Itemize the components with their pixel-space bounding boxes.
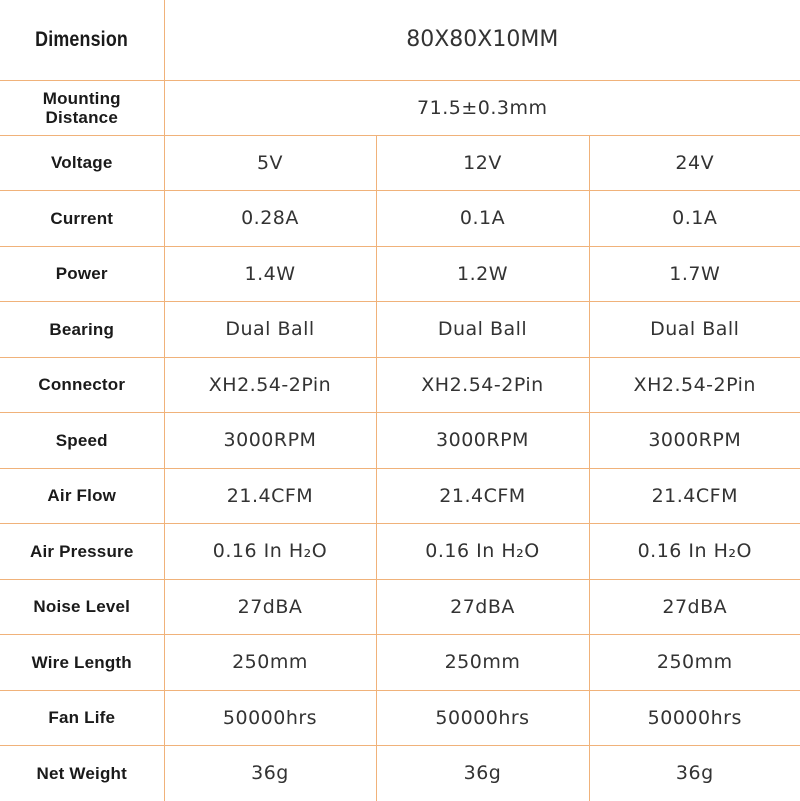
dimension-value: 80X80X10MM [164,0,800,80]
spec-row-fan-life [0,690,800,745]
row-label-mounting-distance [0,80,164,135]
spec-row-wire-length [0,634,800,690]
air-flow-value-col1: 21.4CFM [164,468,376,523]
row-label-air-pressure: Air Pressure [0,523,164,579]
fan-life-value-col3: 50000hrs [589,690,800,745]
wire-length-value-col3: 250mm [589,634,800,690]
fan-life-value-col2: 50000hrs [376,690,589,745]
air-flow-value-col3: 21.4CFM [589,468,800,523]
spec-row-air-pressure [0,523,800,579]
speed-value-col1: 3000RPM [164,412,376,468]
bearing-value-col3: Dual Ball [589,301,800,357]
power-value-col2: 1.2W [376,246,589,301]
fan-life-value-col1: 50000hrs [164,690,376,745]
spec-row-bearing [0,301,800,357]
row-label-noise-level: Noise Level [0,579,164,634]
speed-value-col3: 3000RPM [589,412,800,468]
connector-value-col3: XH2.54-2Pin [589,357,800,412]
row-label-current: Current [0,190,164,246]
noise-level-value-col3: 27dBA [589,579,800,634]
current-value-col1: 0.28A [164,190,376,246]
row-label-connector: Connector [0,357,164,412]
row-label-speed: Speed [0,412,164,468]
connector-value-col1: XH2.54-2Pin [164,357,376,412]
row-label-power: Power [0,246,164,301]
row-label-voltage: Voltage [0,135,164,190]
bearing-value-col2: Dual Ball [376,301,589,357]
row-label-wire-length: Wire Length [0,634,164,690]
speed-value-col2: 3000RPM [376,412,589,468]
net-weight-value-col1: 36g [164,745,376,801]
spec-row-air-flow [0,468,800,523]
spec-row-net-weight [0,745,800,801]
row-label-fan-life: Fan Life [0,690,164,745]
mounting-label-line2: Distance [45,107,118,127]
row-label-bearing: Bearing [0,301,164,357]
spec-row-current [0,190,800,246]
voltage-value-col1: 5V [164,135,376,190]
air-pressure-value-col1: 0.16 In H₂O [164,523,376,579]
wire-length-value-col1: 250mm [164,634,376,690]
spec-row-mounting-distance [0,80,800,135]
spec-row-power [0,246,800,301]
spec-row-noise-level [0,579,800,634]
noise-level-value-col2: 27dBA [376,579,589,634]
dimension-label: Dimension [35,27,129,51]
voltage-value-col3: 24V [589,135,800,190]
air-pressure-value-col2: 0.16 In H₂O [376,523,589,579]
voltage-value-col2: 12V [376,135,589,190]
spec-row-speed [0,412,800,468]
bearing-value-col1: Dual Ball [164,301,376,357]
net-weight-value-col3: 36g [589,745,800,801]
mounting-distance-value: 71.5±0.3mm [164,80,800,135]
wire-length-value-col2: 250mm [376,634,589,690]
spec-row-voltage [0,135,800,190]
net-weight-value-col2: 36g [376,745,589,801]
row-label-net-weight: Net Weight [0,745,164,801]
row-label-dimension [0,0,164,80]
spec-row-connector [0,357,800,412]
current-value-col2: 0.1A [376,190,589,246]
current-value-col3: 0.1A [589,190,800,246]
power-value-col1: 1.4W [164,246,376,301]
connector-value-col2: XH2.54-2Pin [376,357,589,412]
row-label-air-flow: Air Flow [0,468,164,523]
noise-level-value-col1: 27dBA [164,579,376,634]
spec-row-dimension [0,0,800,80]
power-value-col3: 1.7W [589,246,800,301]
air-flow-value-col2: 21.4CFM [376,468,589,523]
mounting-label-line1: Mounting [42,88,121,108]
air-pressure-value-col3: 0.16 In H₂O [589,523,800,579]
